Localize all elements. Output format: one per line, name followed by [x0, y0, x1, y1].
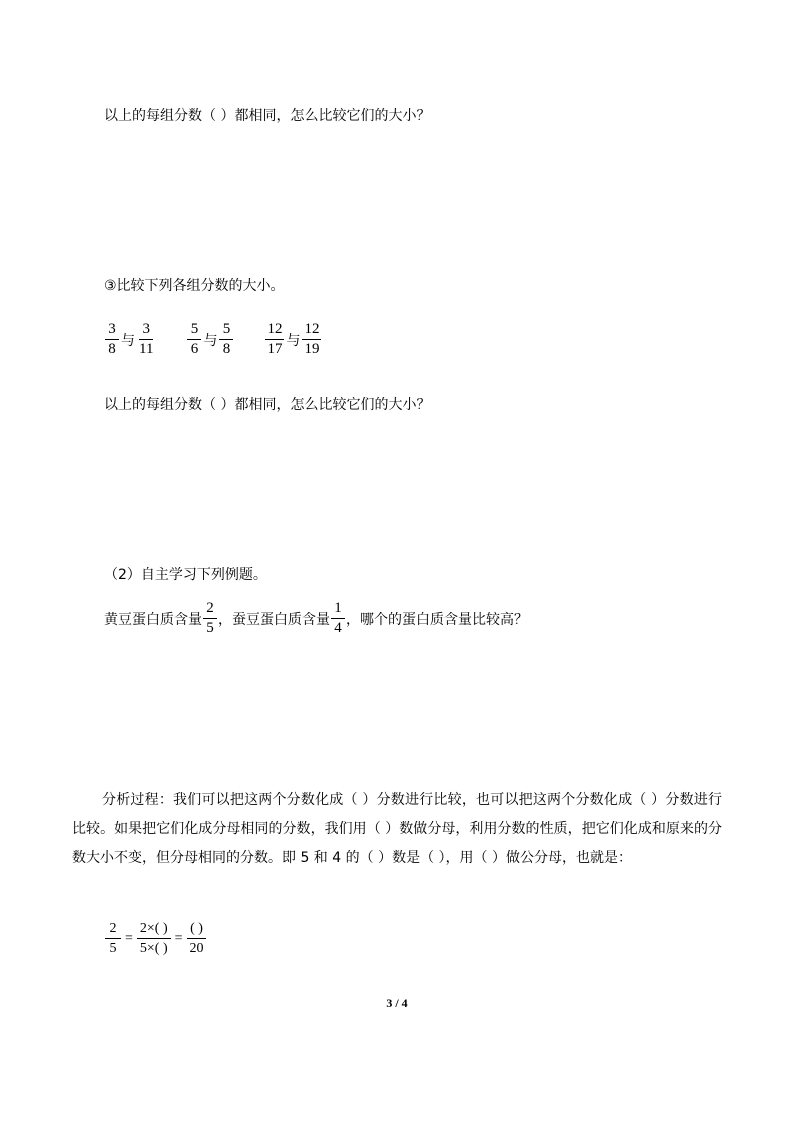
numerator: 2×( ): [137, 920, 171, 939]
example-text-before: 黄豆蛋白质含量: [104, 611, 202, 628]
fraction: [137, 920, 171, 957]
example-text-after: ，哪个的蛋白质含量比较高？: [346, 611, 528, 628]
question-prompt-2: 以上的每组分数（ ）都相同，怎么比较它们的大小？: [104, 397, 431, 413]
denominator: 5×( ): [139, 941, 168, 956]
denominator: 11: [139, 341, 154, 357]
fraction-pairs-row: [104, 321, 322, 358]
fraction-pair-2: [186, 321, 234, 358]
example-text-mid: ，蚕豆蛋白质含量: [218, 611, 330, 628]
denominator: 5: [109, 941, 117, 956]
numerator: 1: [331, 600, 345, 619]
numerator: 5: [187, 321, 201, 340]
equals-sign: =: [174, 930, 183, 946]
numerator: 2: [203, 600, 217, 619]
numerator: 12: [302, 321, 321, 340]
connector-text: 与: [203, 332, 218, 349]
section-2-title: （2）自主学习下列例题。: [104, 567, 267, 583]
fraction-pair-3: [264, 321, 322, 358]
fraction: [331, 600, 345, 637]
fraction: [187, 321, 201, 358]
denominator: 5: [206, 620, 214, 636]
equals-sign: =: [125, 930, 133, 946]
numerator: 12: [265, 321, 284, 340]
example-question: [104, 600, 528, 637]
equation: [104, 920, 208, 957]
denominator: 19: [304, 341, 320, 357]
fraction: [137, 321, 155, 358]
fraction: [105, 321, 119, 358]
denominator: 8: [222, 341, 231, 357]
fraction: [203, 600, 217, 637]
item-3-title: ③比较下列各组分数的大小。: [104, 278, 285, 294]
page-number: 3 / 4: [386, 996, 408, 1010]
denominator: 6: [190, 341, 199, 357]
denominator: 17: [267, 341, 283, 357]
numerator: 3: [105, 321, 119, 340]
denominator: 8: [108, 341, 116, 357]
numerator: 5: [219, 321, 233, 340]
question-prompt-1: 以上的每组分数（ ）都相同，怎么比较它们的大小？: [104, 108, 431, 124]
fraction-pair-1: [104, 321, 156, 358]
denominator: 20: [189, 941, 204, 956]
analysis-paragraph: 分析过程：我们可以把这两个分数化成（ ）分数进行比较，也可以把这两个分数化成（ ）分数进行比较。如果把它们化成分母相同的分数，我们用（ ）数做分母，利用分数的性质，把它们化成和原来的分数大小不变，但分母相同的分数。即 5 和 4 的（ ）数是（ ），用（ ）做公分母，也就是：: [72, 792, 722, 866]
connector-text: 与: [286, 332, 301, 349]
numerator: ( ): [187, 920, 206, 939]
fraction: [219, 321, 233, 358]
connector-text: 与: [121, 332, 135, 349]
numerator: 3: [139, 321, 153, 340]
fraction: [187, 920, 207, 957]
numerator: 2: [105, 920, 121, 939]
denominator: 4: [334, 620, 342, 636]
fraction: [302, 321, 321, 358]
fraction: [265, 321, 284, 358]
fraction: [105, 920, 121, 957]
